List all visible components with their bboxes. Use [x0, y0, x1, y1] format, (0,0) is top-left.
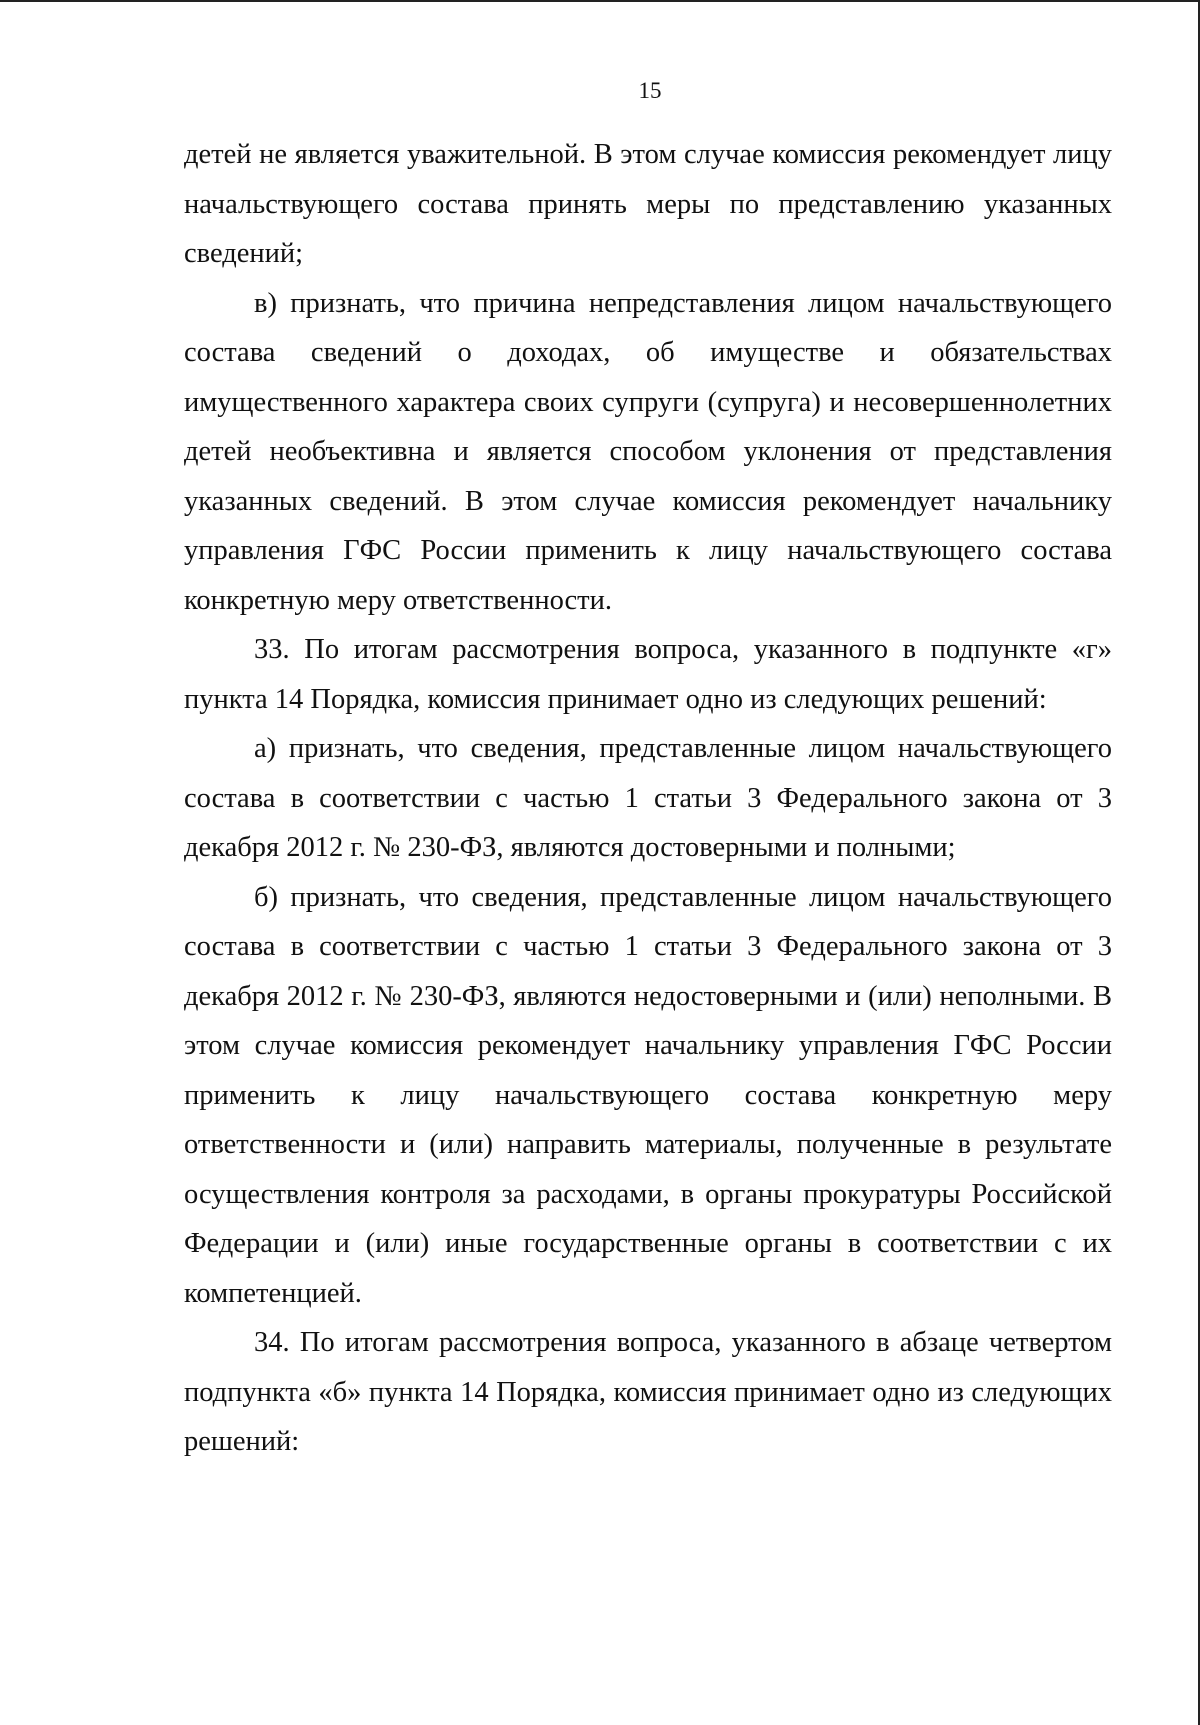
document-body: [184, 130, 1112, 1467]
paragraph-continuation: детей не является уважительной. В этом случае комиссия рекомендует лицу начальствующего состава принять меры по представлению указанных сведений;: [184, 139, 1112, 269]
paragraph-33: 33. По итогам рассмотрения вопроса, указанного в подпункте «г» пункта 14 Порядка, комиссия принимает одно из следующих решений:: [184, 634, 1112, 715]
paragraph-item-a: а) признать, что сведения, представленные лицом начальствующего состава в соответствии с частью 1 статьи 3 Федерального закона от 3 декабря 2012 г. № 230-ФЗ, являются достоверными и полными;: [184, 733, 1112, 863]
paragraph-item-v: в) признать, что причина непредставления лицом начальствующего состава сведений о доходах, об имуществе и обязательствах имущественного характера своих супруги (супруга) и несовершеннолетних детей необъективна и является способом уклонения от представления указанных сведений. В этом случае комиссия рекомендует начальнику управления ГФС России применить к лицу начальствующего состава конкретную меру ответственности.: [184, 287, 1112, 616]
page-number: 15: [638, 78, 662, 103]
paragraph-item-b: б) признать, что сведения, представленные лицом начальствующего состава в соответствии с частью 1 статьи 3 Федерального закона от 3 декабря 2012 г. № 230-ФЗ, являются недостоверными и (или) неполными. В этом случае комиссия рекомендует начальнику управления ГФС России применить к лицу начальствующего состава конкретную меру ответственности и (или) направить материалы, полученные в результате осуществления контроля за расходами, в органы прокуратуры Российской Федерации и (или) иные государственные органы в соответствии с их компетенцией.: [184, 881, 1112, 1309]
scan-border-top: [0, 0, 1200, 2]
paragraph-34: 34. По итогам рассмотрения вопроса, указанного в абзаце четвертом подпункта «б» пункта 14 Порядка, комиссия принимает одно из следующих решений:: [184, 1327, 1112, 1457]
